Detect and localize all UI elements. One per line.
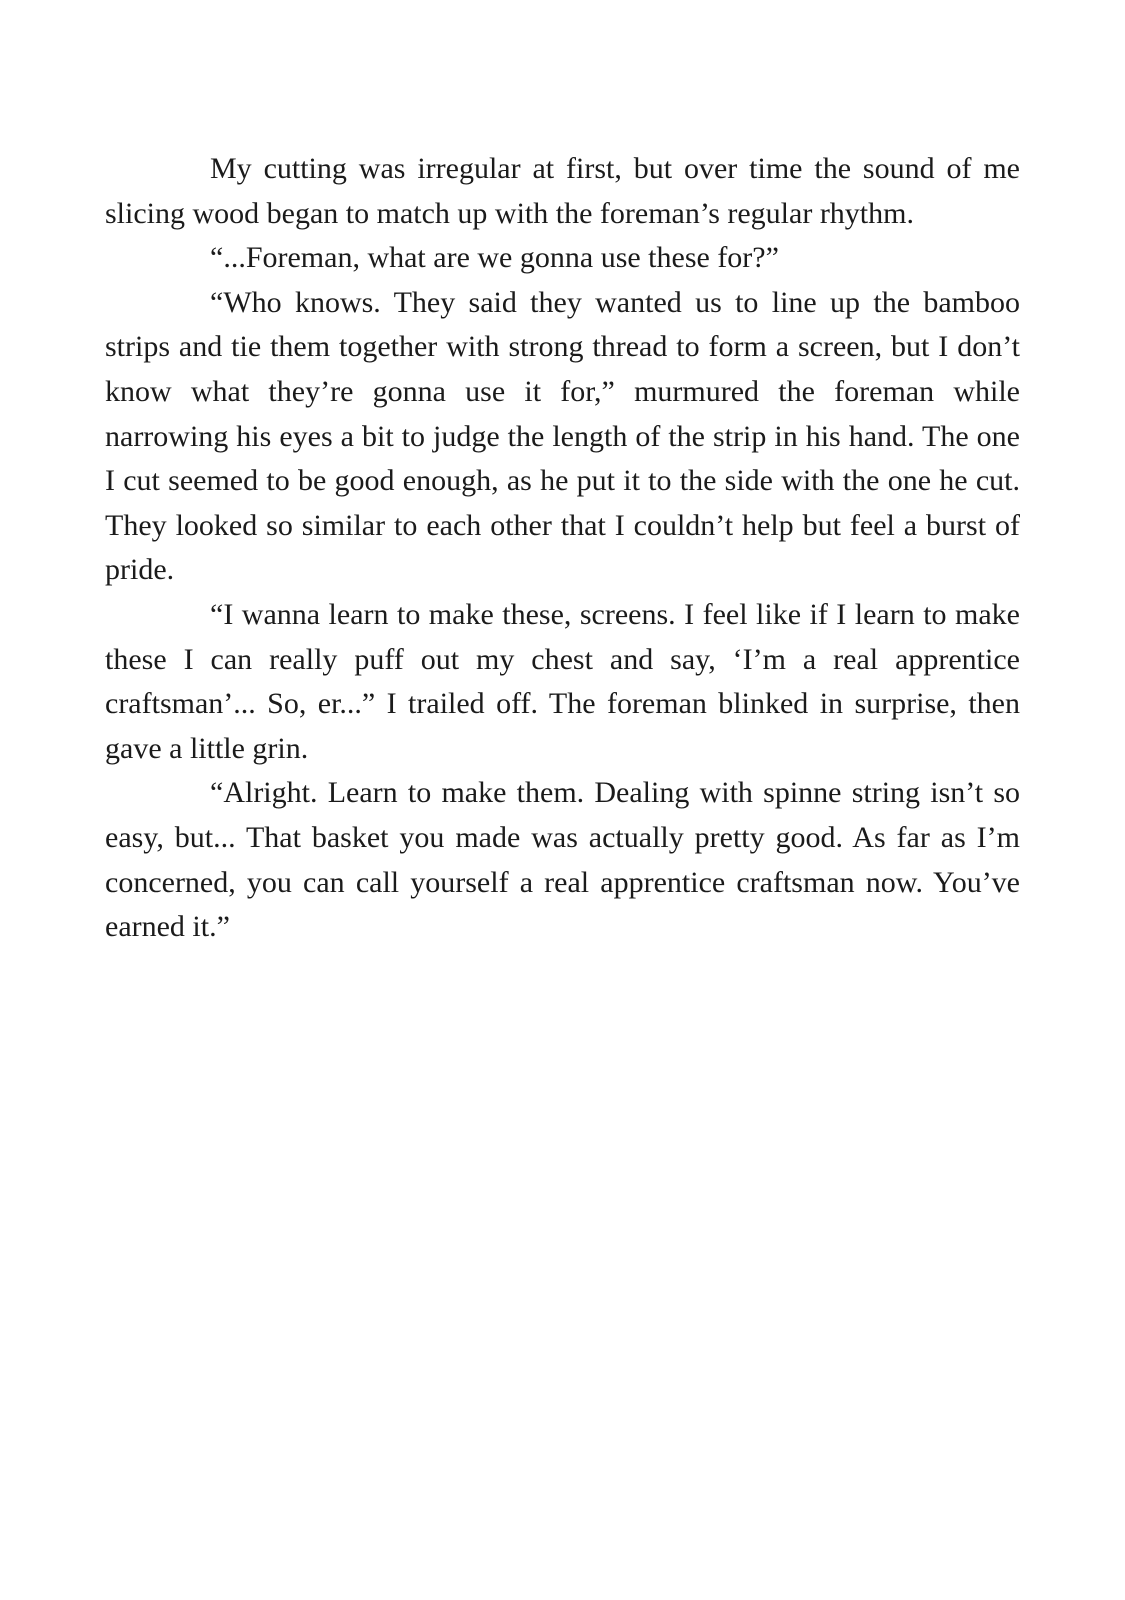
paragraph-dialogue-3: “I wanna learn to make these, screens. I feel like if I learn to make these I can really puff out my chest and say, ‘I’m a real apprentice craftsman’... So, er...” I trailed off. The foreman blinked in surprise, then gave a little grin. [105, 597, 1020, 765]
paragraph-narration-1: My cutting was irregular at first, but over time the sound of me slicing wood began to match up with the foreman’s regular rhythm. [105, 152, 1020, 230]
text-block [105, 147, 1020, 950]
paragraph-dialogue-4: “Alright. Learn to make them. Dealing with spinne string isn’t so easy, but... That basket you made was actually pretty good. As far as I’m concerned, you can call yourself a real apprentice craftsman now. You’ve earned it.” [105, 776, 1020, 944]
paragraph-dialogue-1: “...Foreman, what are we gonna use these for?” [210, 241, 779, 275]
paragraph-dialogue-2: “Who knows. They said they wanted us to line up the bamboo strips and tie them together with strong thread to form a screen, but I don’t know what they’re gonna use it for,” murmured the foreman while narrowing his eyes a bit to judge the length of the strip in his hand. The one I cut seemed to be good enough, as he put it to the side with the one he cut. They looked so similar to each other that I couldn’t help but feel a burst of pride. [105, 285, 1020, 587]
